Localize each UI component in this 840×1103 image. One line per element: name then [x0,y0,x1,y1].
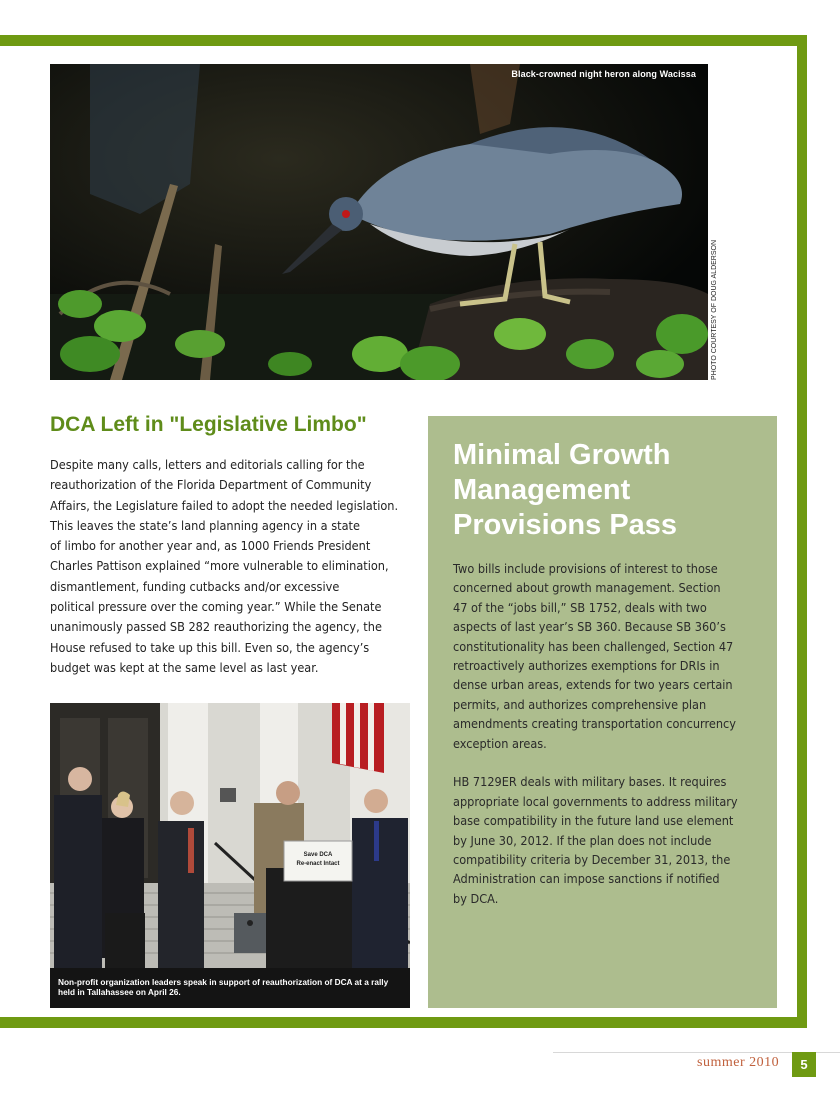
sidebar-paragraph1-line: 47 of the “jobs bill,” SB 1752, deals with two [453,600,707,615]
sidebar-paragraph1-line: exception areas. [453,736,547,751]
left-article-line: Affairs, the Legislature failed to adopt the needed legislation. [50,498,399,513]
sidebar-paragraph1-line: retroactively authorizes exemptions for DRIs in [453,659,720,674]
left-article-line: reauthorization of the Florida Department of Community [50,478,372,493]
left-article-body [50,455,399,678]
left-article-line: unanimously passed SB 282 reauthorizing the agency, the [50,620,382,635]
sidebar-paragraph2-line: base compatibility in the future land use element [453,814,734,829]
sidebar-paragraph2-line: appropriate local governments to address military [453,794,738,809]
rally-caption-line1: Non-profit organization leaders speak in support of reauthorization of DCA at a rally [58,977,389,987]
sidebar-paragraph2-line: Administration can impose sanctions if notified [453,872,720,887]
frame-right-bar [797,35,807,1028]
sidebar-paragraph1-line: Two bills include provisions of interest to those [453,562,718,576]
sidebar-paragraph2-line: compatibility criteria by December 31, 2013, the [453,853,731,868]
frame-top-bar [0,35,807,46]
sidebar-paragraph2-line: by June 30, 2012. If the plan does not include [453,833,712,848]
photo-credit: PHOTO COURTESY OF DOUG ALDERSON [711,239,718,380]
left-article-line: Charles Pattison explained “more vulnerable to elimination, [50,559,389,574]
sidebar-paragraph1-line: constitutionality has been challenged, Section 47 [453,639,734,654]
footer-issue-label: summer 2010 [697,1055,780,1070]
left-article-line: dismantlement, funding cutbacks and/or excessive [50,579,340,594]
paragraph-spacer [453,754,760,773]
sidebar-title-line: Management [453,474,631,506]
sidebar-paragraph2-line: by DCA. [453,891,499,906]
heron-photo [50,64,708,380]
rally-caption-line2: held in Tallahassee on April 26. [58,987,181,997]
left-article-line: This leaves the state’s land planning agency in a state [50,518,360,533]
left-article-line: Despite many calls, letters and editorials calling for the [50,458,365,472]
sidebar-box-body [453,560,760,909]
podium-sign-line1: Save DCA [303,852,333,858]
sidebar-paragraph1-line: dense urban areas, extends for two years certain [453,678,733,693]
sidebar-title-line: Minimal Growth [453,439,671,471]
heron-photo-caption: Black-crowned night heron along Wacissa [511,69,696,79]
rally-photo-caption [50,968,410,1008]
sidebar-paragraph1-line: amendments creating transportation concurrency [453,717,736,732]
sidebar-box-title [453,438,773,543]
left-article-line: of limbo for another year and, as 1000 Friends President [50,539,371,554]
sidebar-paragraph1-line: concerned about growth management. Section [453,581,721,596]
heron-illustration [50,64,708,380]
sidebar-paragraph2-line: HB 7129ER deals with military bases. It requires [453,775,727,790]
left-article-line: political pressure over the coming year.” While the Senate [50,600,382,615]
sidebar-paragraph1-line: permits, and authorizes comprehensive plan [453,697,707,712]
left-article-line: House refused to take up this bill. Even so, the agency’s [50,640,370,655]
sidebar-title-line: Provisions Pass [453,509,678,541]
left-article-line: budget was kept at the same level as last year. [50,660,319,675]
left-article-title: DCA Left in "Legislative Limbo" [50,413,367,436]
sidebar-box [428,416,777,1008]
rally-illustration [50,703,410,1008]
sidebar-paragraph1-line: aspects of last year’s SB 360. Because SB 360’s [453,620,726,635]
frame-bottom-bar [0,1017,807,1028]
podium-sign-line2: Re-enact Intact [296,861,340,867]
rally-photo [50,703,410,1008]
page-number: 5 [792,1052,816,1077]
